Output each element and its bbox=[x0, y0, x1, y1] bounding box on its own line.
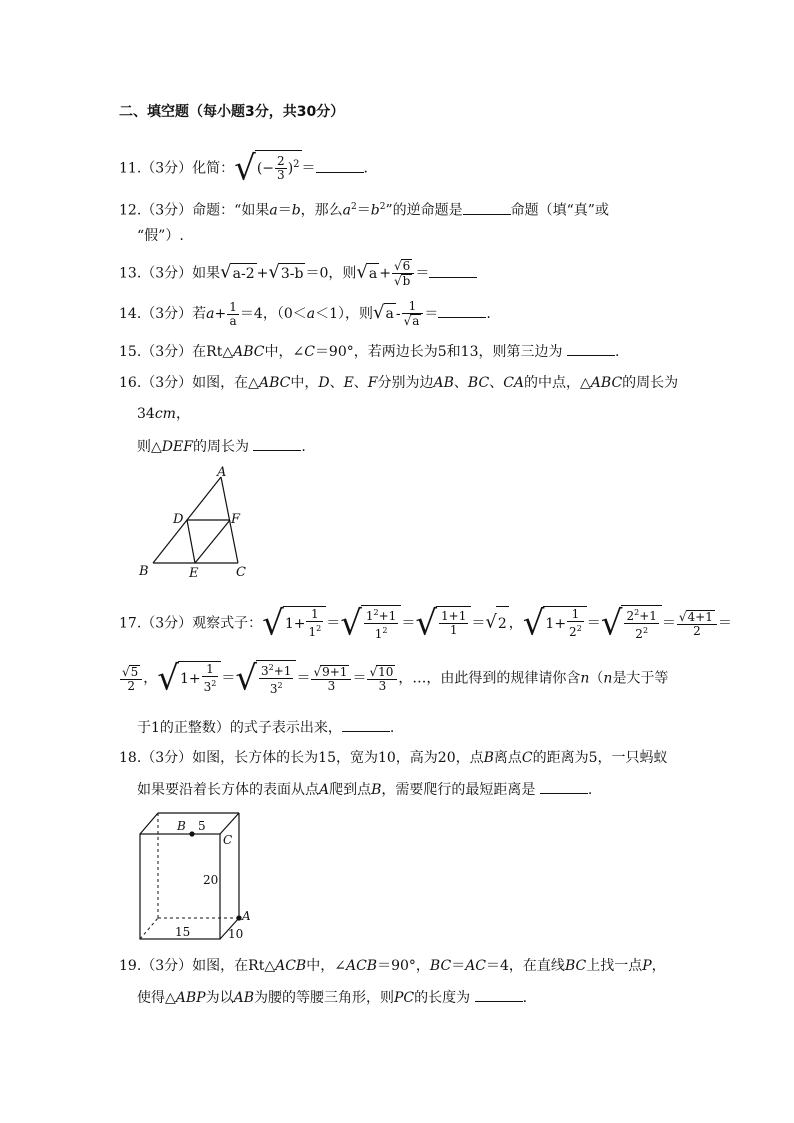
label-twenty: 20 bbox=[203, 873, 219, 887]
label-e: E bbox=[189, 566, 199, 581]
question-17-line3: 于1的正整数）的式子表示出来， . bbox=[137, 717, 394, 738]
cuboid-figure bbox=[135, 808, 265, 944]
label-b: B bbox=[177, 819, 186, 833]
question-15: 15.（3分）在Rt△ABC中，∠C＝90°，若两边长为5和13，则第三边为 . bbox=[119, 341, 619, 362]
answer-blank-19[interactable] bbox=[475, 987, 523, 1002]
q11-prefix: 11.（3分）化简： bbox=[119, 160, 235, 177]
edge-top-right bbox=[220, 813, 239, 834]
answer-blank-18[interactable] bbox=[540, 779, 588, 794]
answer-blank-11[interactable] bbox=[316, 158, 364, 173]
section-heading: 二、填空题（每小题3分，共30分） bbox=[119, 104, 345, 120]
question-16-line3: 则△DEF的周长为 . bbox=[137, 436, 306, 457]
question-14: 14.（3分）若a+ $\frac{1}{a}$ ＝4，（0＜a＜1），则√a - $\frac{1}{√a}$ ＝ . bbox=[119, 299, 491, 328]
label-c: C bbox=[223, 833, 233, 847]
edge-top-left bbox=[140, 813, 158, 834]
q11-eq: ＝ bbox=[301, 160, 316, 177]
q11-radicand: (− $\frac{2}{3}$ )$^2$ bbox=[255, 150, 302, 182]
question-12-line1: 12.（3分）命题：“如果a＝b，那么$a^2=b^2$”的逆命题是 命题（填“真”或 bbox=[119, 197, 609, 221]
question-12-line2: “假”）. bbox=[137, 228, 184, 244]
question-16-line2: 34cm， bbox=[137, 406, 190, 422]
answer-blank-15[interactable] bbox=[567, 341, 615, 356]
label-ten: 10 bbox=[228, 927, 244, 941]
q13-fraction: $\frac{√6}{√b}$ bbox=[392, 259, 414, 288]
q14-fraction-2: $\frac{1}{√a}$ bbox=[402, 300, 424, 328]
label-f: F bbox=[231, 512, 241, 527]
q11-fraction: $\frac{2}{3}$ bbox=[277, 154, 285, 183]
radical-sign: √ bbox=[234, 148, 256, 189]
question-18-line1: 18.（3分）如图，长方体的长为15，宽为10，高为20，点B离点C的距离为5，一只蚂蚁 bbox=[119, 750, 668, 766]
label-d: D bbox=[173, 512, 184, 527]
label-a: A bbox=[217, 465, 227, 480]
question-13: 13.（3分）如果√a-2 +√3-b ＝0，则√a + $\frac{√6}{√b}$ ＝ bbox=[119, 259, 477, 288]
label-five: 5 bbox=[198, 819, 206, 833]
q14-fraction: $\frac{1}{a}$ bbox=[229, 299, 237, 328]
question-19-line1: 19.（3分）如图，在Rt△ACB中，∠ACB＝90°，BC＝AC＝4，在直线BC上找一点P， bbox=[119, 958, 666, 974]
segment-ef bbox=[195, 520, 230, 563]
point-a bbox=[236, 915, 241, 920]
question-18-line2: 如果要沿着长方体的表面从点A爬到点B，需要爬行的最短距离是 . bbox=[137, 779, 592, 800]
question-16-line1: 16.（3分）如图，在△ABC中，D、E、F分别为边AB、BC、CA的中点，△ABC的周长为 bbox=[119, 375, 679, 391]
answer-blank-13[interactable] bbox=[429, 263, 477, 278]
label-fifteen: 15 bbox=[175, 925, 191, 939]
question-17-line1: 17.（3分）观察式子：√1+ $\frac{1}{1^2}$ ＝√ $\frac{1^2+1}{1^2}$ ＝√ $\frac{1+1}{1}$ ＝√2 ，√1+ $\frac{1}{2^2}$ ＝√ $\frac{2^2+1}{2^2}$ ＝ $\frac{√4+1}{2}$ ＝ bbox=[119, 603, 732, 644]
answer-blank-17[interactable] bbox=[342, 717, 390, 732]
question-17-line2: $\frac{√5}{2}$ ，√1+ $\frac{1}{3^2}$ ＝√ $\frac{3^2+1}{3^2}$ ＝ $\frac{√9+1}{3}$ ＝ $\frac{√10}{3}$ ，…，由此得到的规律请你含n（n是大于等 bbox=[122, 658, 669, 699]
hidden-edge-left bbox=[140, 918, 158, 939]
question-11: 11.（3分）化简：√(− $\frac{2}{3}$ )$^2$ ＝ . bbox=[119, 148, 368, 189]
answer-blank-16[interactable] bbox=[253, 436, 301, 451]
point-b bbox=[189, 831, 194, 836]
label-a: A bbox=[242, 909, 251, 923]
segment-de bbox=[187, 520, 195, 563]
label-c: C bbox=[236, 565, 246, 580]
question-19-line2: 使得△ABP为以AB为腰的等腰三角形，则PC的长度为 . bbox=[137, 987, 527, 1008]
triangle-figure bbox=[135, 462, 255, 584]
answer-blank-12[interactable] bbox=[463, 200, 511, 215]
answer-blank-14[interactable] bbox=[438, 303, 486, 318]
label-b: B bbox=[139, 564, 149, 579]
